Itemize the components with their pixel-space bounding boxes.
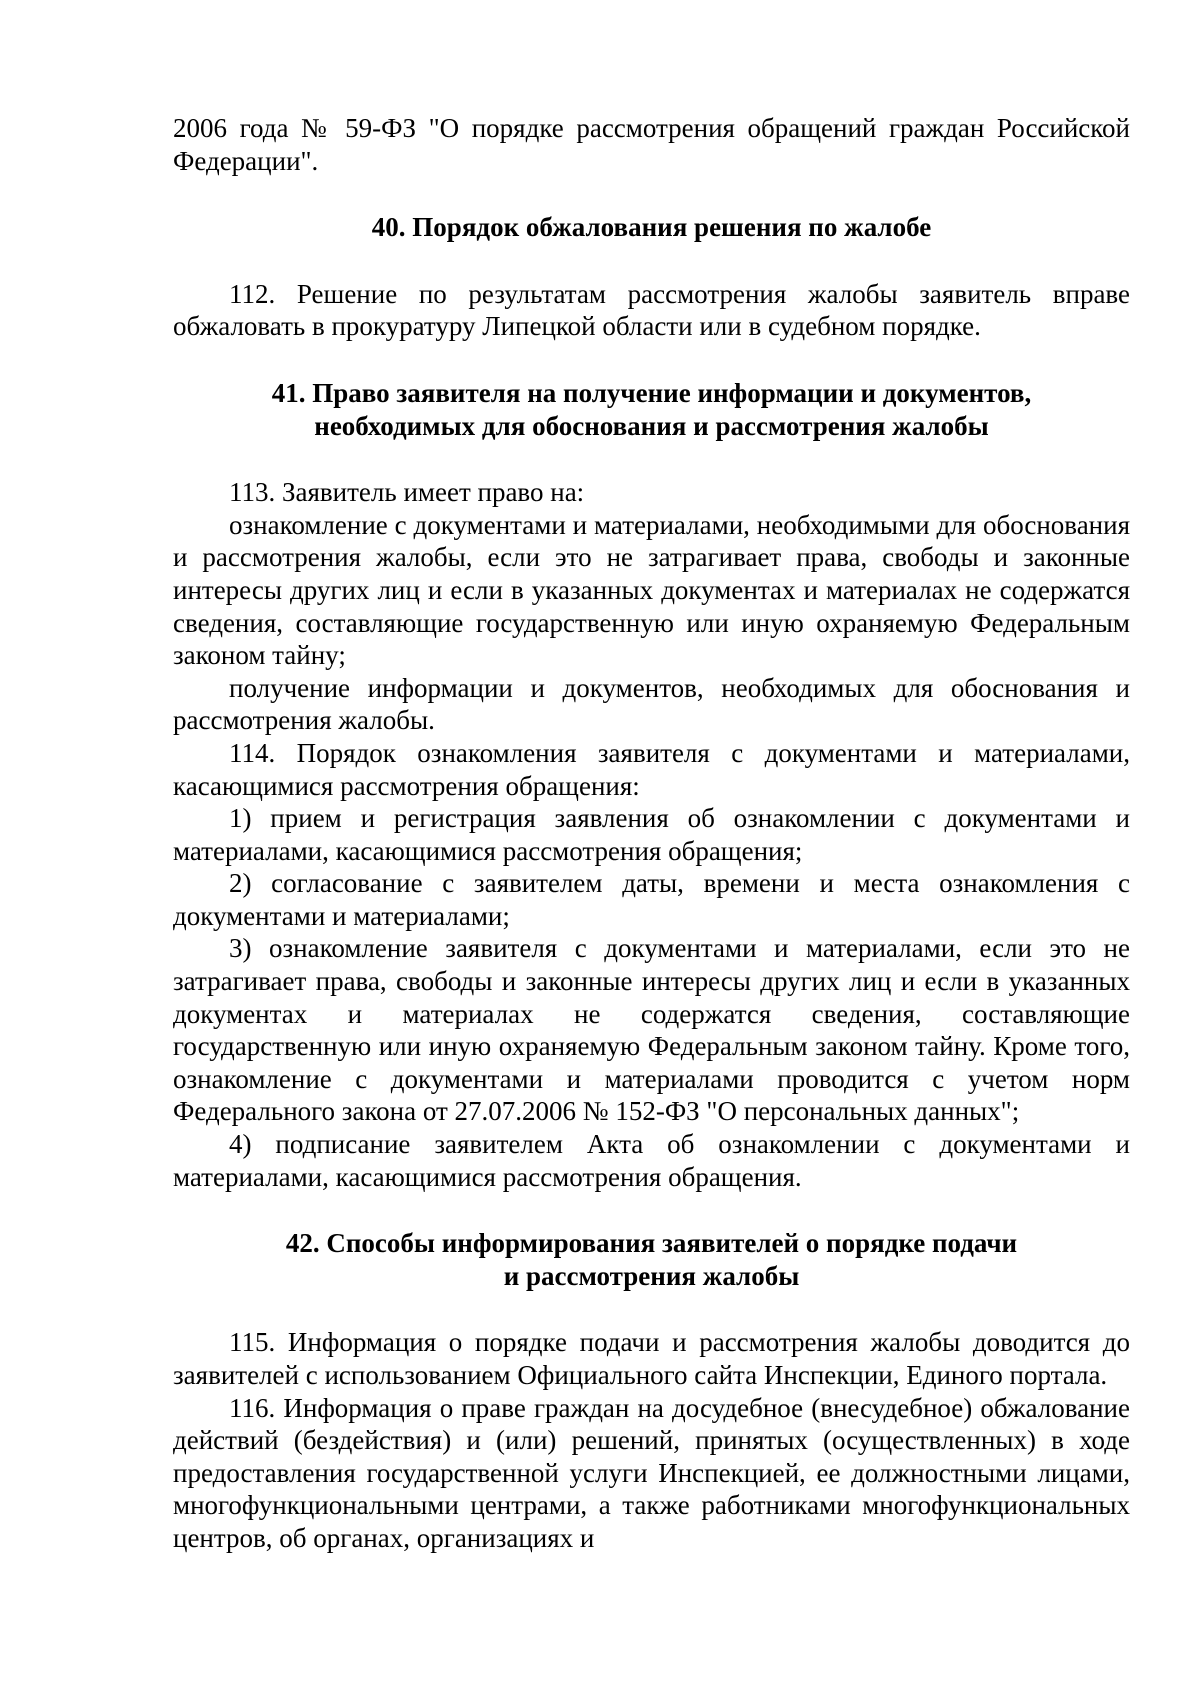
section-heading-42-line2: и рассмотрения жалобы: [503, 1260, 800, 1291]
paragraph-114-item-3: 3) ознакомление заявителя с документами и материалами, если это не затрагивает права, свободы и законные интересы других лиц и если в указанных документах и материалах не содержатся сведения, составляющие государственную или иную охраняемую Федеральным законом тайну. Кроме того, ознакомление с документами и материалами проводится с учетом норм Федерального закона от 27.07.2006 № 152-ФЗ "О персональных данных";: [173, 933, 1130, 1127]
paragraph-114-item-1: 1) прием и регистрация заявления об ознакомлении с документами и материалами, касающимися рассмотрения обращения;: [173, 803, 1130, 866]
section-heading-40: 40. Порядок обжалования решения по жалобе: [371, 212, 932, 243]
paragraph-114-item-4: 4) подписание заявителем Акта об ознакомлении с документами и материалами, касающимися рассмотрения обращения.: [173, 1129, 1130, 1192]
paragraph-116: 116. Информация о праве граждан на досудебное (внесудебное) обжалование действий (бездействия) и (или) решений, принятых (осуществленных) в ходе предоставления государственной услуги Инспекцией, ее должностными лицами, многофункциональными центрами, а также работниками многофункциональных центров, об органах, организациях и: [173, 1392, 1130, 1553]
paragraph-intro: 2006 года № 59-ФЗ "О порядке рассмотрения обращений граждан Российской Федерации".: [173, 113, 1130, 176]
paragraph-113-item-b: получение информации и документов, необходимых для обоснования и рассмотрения жалобы.: [173, 672, 1130, 736]
paragraph-112: 112. Решение по результатам рассмотрения жалобы заявитель вправе обжаловать в прокуратуру Липецкой области или в судебном порядке.: [173, 278, 1130, 342]
section-heading-41-line2: необходимых для обоснования и рассмотрения жалобы: [314, 410, 989, 441]
paragraph-113: 113. Заявитель имеет право на:: [229, 477, 585, 508]
section-heading-41: [173, 377, 1130, 442]
section-heading-42-line1: 42. Способы информирования заявителей о порядке подачи: [285, 1228, 1018, 1259]
paragraph-114-item-2: 2) согласование с заявителем даты, времени и места ознакомления с документами и материалами;: [173, 868, 1130, 931]
section-heading-42: [173, 1227, 1130, 1292]
section-heading-41-line1: 41. Право заявителя на получение информации и документов,: [271, 377, 1032, 408]
paragraph-114: 114. Порядок ознакомления заявителя с документами и материалами, касающимися рассмотрения обращения:: [173, 737, 1130, 801]
paragraph-115: 115. Информация о порядке подачи и рассмотрения жалобы доводится до заявителей с использованием Официального сайта Инспекции, Единого портала.: [173, 1327, 1130, 1390]
paragraph-113-item-a: ознакомление с документами и материалами, необходимыми для обоснования и рассмотрения жалобы, если это не затрагивает права, свободы и законные интересы других лиц и если в указанных документах и материалах не содержатся сведения, составляющие государственную или иную охраняемую Федеральным законом тайну;: [173, 509, 1130, 671]
